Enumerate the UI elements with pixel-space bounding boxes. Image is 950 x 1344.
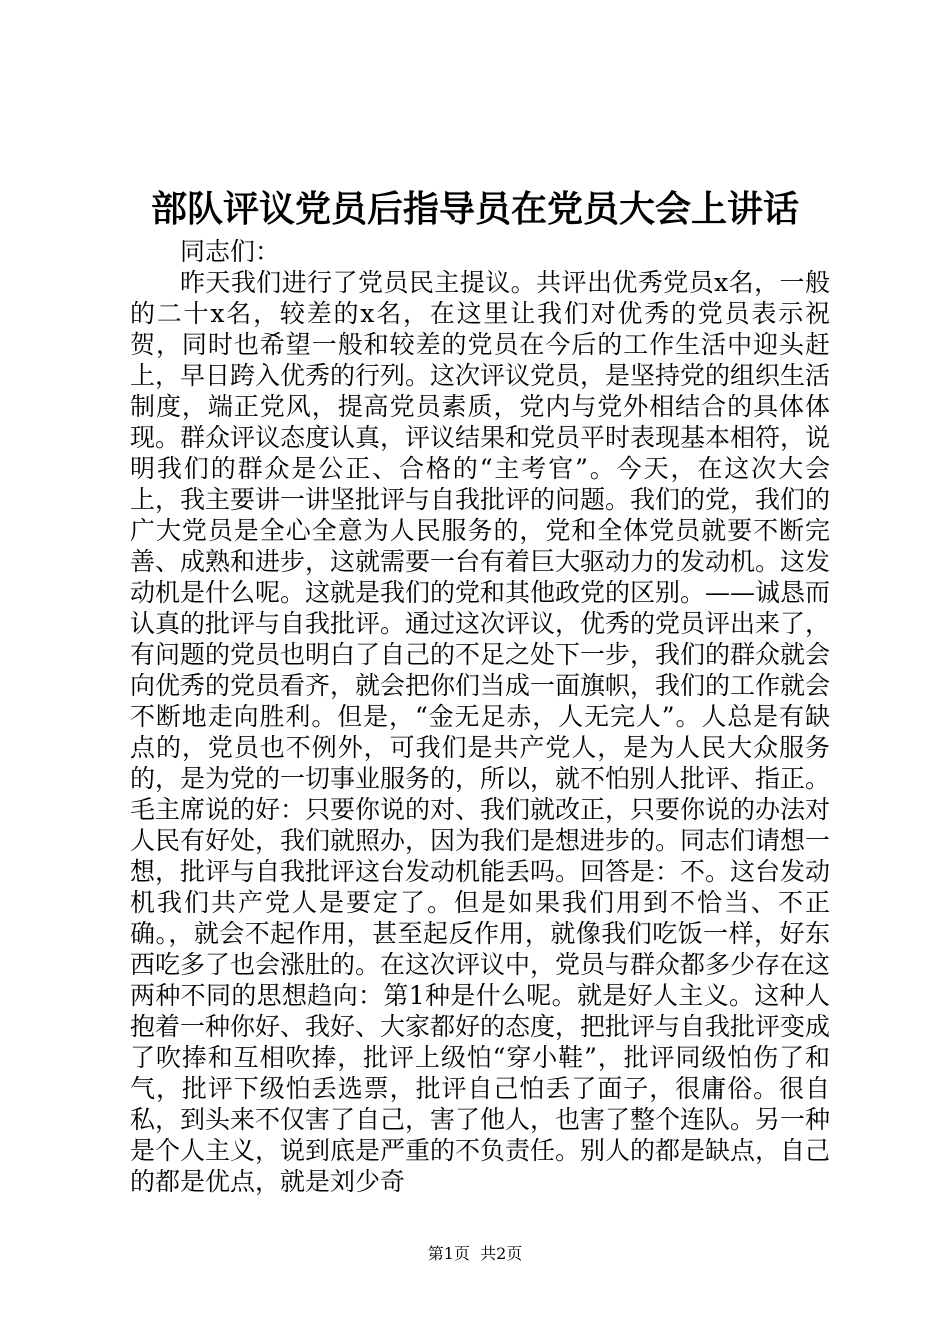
- page-footer: [0, 1243, 950, 1265]
- document-body: [130, 236, 830, 1197]
- salutation: 同志们：: [180, 237, 281, 266]
- page-number: 第1页 共2页: [427, 1244, 523, 1263]
- body-paragraph: 昨天我们进行了党员民主提议。共评出优秀党员x名，一般的二十x名，较差的x名，在这里让我们对优秀的党员表示祝贺，同时也希望一般和较差的党员在今后的工作生活中迎头赶上，早日跨入优秀的行列。这次评议党员，是坚持党的组织生活制度，端正党风，提高党员素质，党内与党外相结合的具体体现。群众评议态度认真，评议结果和党员平时表现基本相符，说明我们的群众是公正、合格的“主考官”。今天，在这次大会上，我主要讲一讲坚批评与自我批评的问题。我们的党，我们的广大党员是全心全意为人民服务的，党和全体党员就要不断完善、成熟和进步，这就需要一台有着巨大驱动力的发动机。这发动机是什么呢。这就是我们的党和其他政党的区别。——诚恳而认真的批评与自我批评。通过这次评议，优秀的党员评出来了，有问题的党员也明白了自己的不足之处下一步，我们的群众就会向优秀的党员看齐，就会把你们当成一面旗帜，我们的工作就会不断地走向胜利。但是，“金无足赤，人无完人”。人总是有缺点的，党员也不例外，可我们是共产党人，是为人民大众服务的，是为党的一切事业服务的，所以，就不怕别人批评、指正。毛主席说的好：只要你说的对、我们就改正，只要你说的办法对人民有好处，我们就照办，因为我们是想进步的。同志们请想一想，批评与自我批评这台发动机能丢吗。回答是：不。这台发动机我们共产党人是要定了。但是如果我们用到不恰当、不正确。，就会不起作用，甚至起反作用，就像我们吃饭一样，好东西吃多了也会涨肚的。在这次评议中，党员与群众都多少存在这两种不同的思想趋向：第1种是什么呢。就是好人主义。这种人抱着一种你好、我好、大家都好的态度，把批评与自我批评变成了吹捧和互相吹捧，批评上级怕“穿小鞋”，批评同级怕伤了和气，批评下级怕丢选票，批评自己怕丢了面子，很庸俗。很自私，到头来不仅害了自己，害了他人，也害了整个连队。另一种是个人主义，说到底是严重的不负责任。别人的都是缺点，自己的都是优点，就是刘少奇: [130, 268, 831, 1196]
- document-title: 部队评议党员后指导员在党员大会上讲话: [150, 188, 799, 230]
